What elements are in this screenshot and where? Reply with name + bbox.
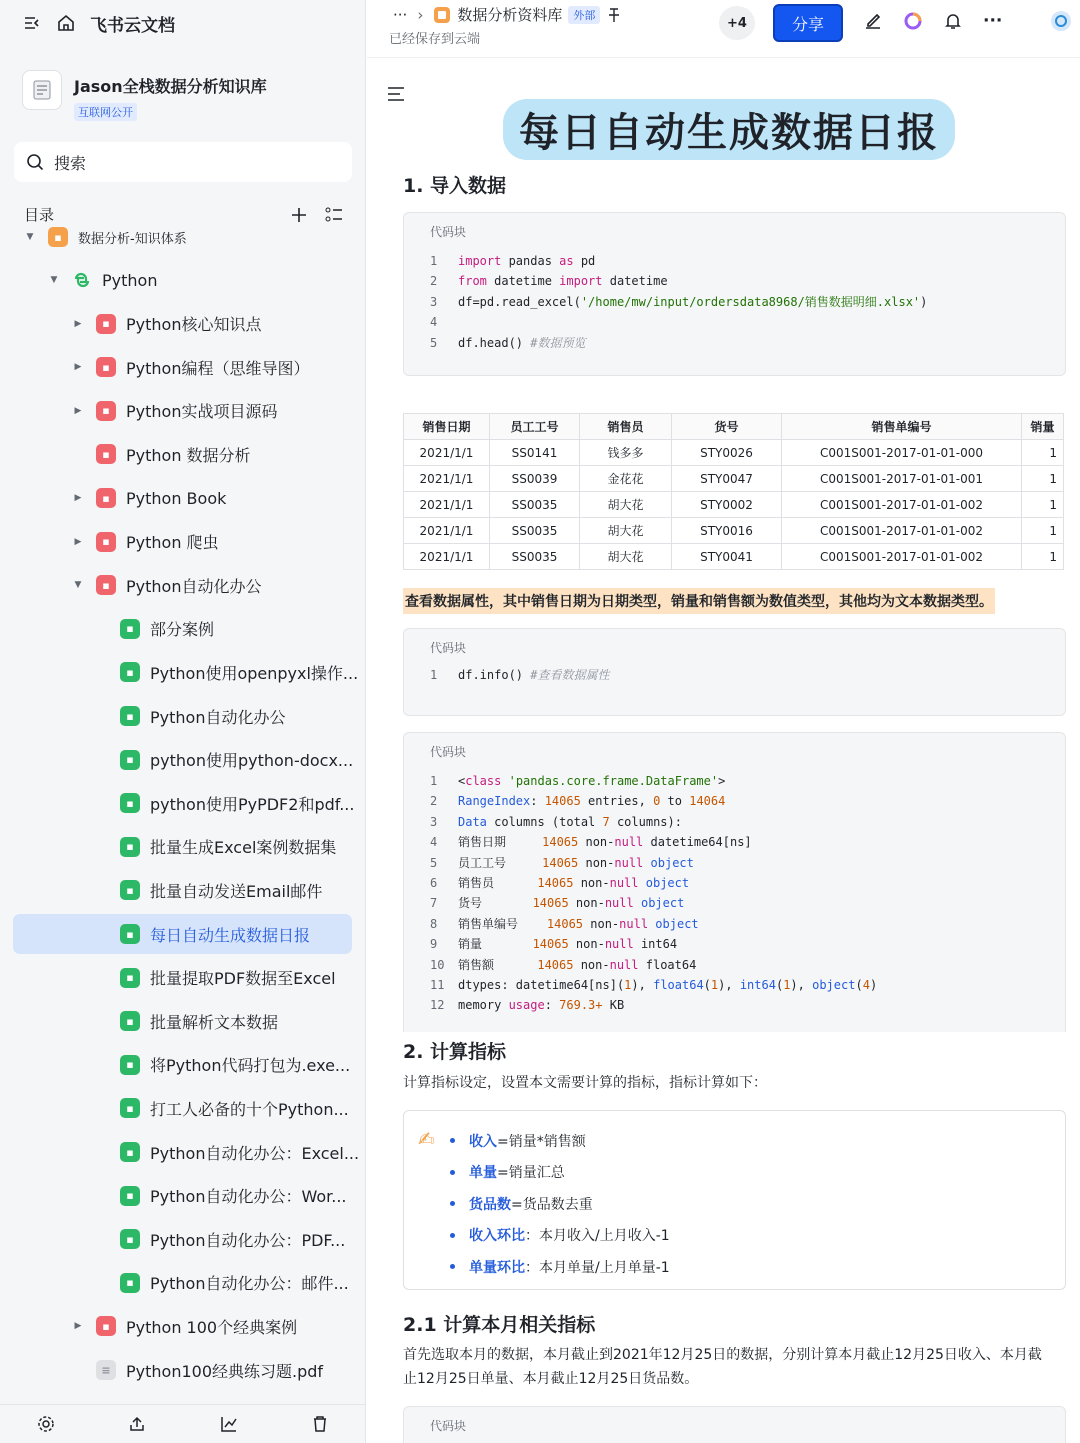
sidebar-tree-item[interactable] xyxy=(72,347,309,387)
sidebar-footer xyxy=(0,1404,366,1443)
code-lines xyxy=(430,771,877,1016)
toc-options-icon[interactable] xyxy=(324,206,344,224)
month-metrics-description-line2: 止12月25日单量、本月截止12月25日货品数。 xyxy=(403,1371,699,1387)
search-icon xyxy=(26,153,44,171)
knowledge-base-logo-icon xyxy=(22,70,62,110)
search-placeholder: 搜索 xyxy=(54,153,87,173)
line-number: 3 xyxy=(430,814,438,829)
sidebar-tree-item[interactable] xyxy=(96,1176,347,1216)
collapse-arrow-icon[interactable]: ▶ xyxy=(74,1321,82,1332)
sidebar-tree-label: Python Book xyxy=(126,488,227,508)
sidebar-tree-label: python使用python-docx... xyxy=(150,751,354,771)
metric-name: 收入环比 xyxy=(469,1228,525,1245)
sidebar-tree-label: Python编程（思维导图） xyxy=(126,358,310,378)
bullet-dot-icon xyxy=(450,1138,455,1143)
table-cell: 2021/1/1 xyxy=(404,518,490,544)
code-lines xyxy=(430,251,927,353)
doc-page-icon: ▪ xyxy=(120,924,140,944)
table-cell: STY0047 xyxy=(672,466,782,492)
metric-formula: =销量汇总 xyxy=(497,1165,565,1182)
line-number: 12 xyxy=(430,998,445,1013)
metric-formula: ：本月单量/上月单量-1 xyxy=(525,1259,670,1276)
sidebar-tree-label: Python自动化办公 xyxy=(150,707,286,727)
doc-page-icon: ▪ xyxy=(120,1186,140,1206)
sidebar-tree-label: Python自动化办公：PDF... xyxy=(150,1230,346,1250)
sidebar-tree-label: 打工人必备的十个Python... xyxy=(150,1099,349,1119)
heading-calc-metrics: 2. 计算指标 xyxy=(403,1041,507,1063)
table-cell: C001S001-2017-01-01-002 xyxy=(782,518,1022,544)
folder-doc-icon: ▪ xyxy=(96,532,116,552)
public-badge: 互联网公开 xyxy=(74,103,137,121)
table-cell: 钱多多 xyxy=(580,440,672,466)
code-line xyxy=(430,914,877,934)
code-line xyxy=(430,812,877,832)
sidebar-tree-label: Python实战项目源码 xyxy=(126,402,278,422)
line-number: 1 xyxy=(430,668,438,682)
list-item xyxy=(450,1220,670,1252)
code-line xyxy=(430,312,927,332)
sidebar-tree-label: Python xyxy=(102,270,158,290)
code-text: dtypes: datetime64[ns](1), float64(1), int64(1), object(4) xyxy=(458,978,878,993)
code-block-next xyxy=(403,1406,1066,1443)
code-text: 员工工号 14065 non-null object xyxy=(458,855,694,870)
sidebar-tree-label: 批量生成Excel案例数据集 xyxy=(150,838,337,858)
code-text: 销售员 14065 non-null object xyxy=(458,876,690,891)
sidebar-tree-item[interactable] xyxy=(96,740,353,780)
doc-page-icon: ▪ xyxy=(120,1142,140,1162)
table-cell: STY0002 xyxy=(672,492,782,518)
code-text: df.head() #数据预览 xyxy=(458,335,586,350)
sidebar-top-bar xyxy=(22,10,175,36)
folder-doc-icon: ▪ xyxy=(96,314,116,334)
line-number: 2 xyxy=(430,794,438,809)
sidebar-tree-item[interactable] xyxy=(96,1001,278,1041)
settings-icon[interactable] xyxy=(37,1415,55,1433)
collapse-sidebar-icon[interactable] xyxy=(22,13,42,33)
metric-name: 单量环比 xyxy=(469,1259,525,1276)
doc-page-icon: ▪ xyxy=(120,750,140,770)
bullet-dot-icon xyxy=(450,1201,455,1206)
table-header-cell: 销售员 xyxy=(580,414,672,440)
sidebar-tree-label: Python 爬虫 xyxy=(126,533,219,553)
ai-assistant-icon[interactable] xyxy=(903,11,923,31)
metric-name: 单量 xyxy=(469,1165,497,1182)
sidebar-tree-label: Python自动化办公：邮件... xyxy=(150,1274,349,1294)
metric-text xyxy=(469,1225,670,1245)
table-cell: C001S001-2017-01-01-000 xyxy=(782,440,1022,466)
sidebar-tree-item[interactable] xyxy=(96,609,214,649)
search-input[interactable] xyxy=(14,142,352,182)
table-cell: 2021/1/1 xyxy=(404,544,490,570)
code-text: 销量 14065 non-null int64 xyxy=(458,937,678,952)
code-text: <class 'pandas.core.frame.DataFrame'> xyxy=(458,774,726,788)
code-lines xyxy=(430,665,609,685)
line-number: 1 xyxy=(430,254,438,268)
metric-text xyxy=(469,1194,593,1214)
doc-page-icon: ▪ xyxy=(120,968,140,988)
table-header-cell: 销量 xyxy=(1022,414,1064,440)
breadcrumb-separator: › xyxy=(417,5,424,24)
sidebar-tree-item[interactable] xyxy=(96,1132,359,1172)
table-row xyxy=(404,518,1064,544)
home-icon[interactable] xyxy=(56,13,76,33)
table-cell: SS0141 xyxy=(490,440,580,466)
table-cell: SS0039 xyxy=(490,466,580,492)
sidebar-tree-item[interactable] xyxy=(72,1306,297,1346)
knowledge-base-title: Jason全栈数据分析知识库 xyxy=(74,77,267,96)
sidebar-tree-item[interactable] xyxy=(96,1088,349,1128)
python-folder-icon xyxy=(72,270,92,290)
sidebar-tree-label: 批量自动发送Email邮件 xyxy=(150,881,323,901)
code-line xyxy=(430,791,877,811)
breadcrumb-more[interactable]: ··· xyxy=(393,5,408,24)
code-block-output xyxy=(403,732,1066,1032)
collapse-arrow-icon[interactable]: ▶ xyxy=(74,318,82,329)
sidebar-tree-item[interactable] xyxy=(96,1045,350,1085)
sidebar xyxy=(0,0,366,1443)
avatar[interactable] xyxy=(1050,10,1072,32)
collapse-arrow-icon[interactable]: ▶ xyxy=(74,362,82,373)
code-line xyxy=(430,292,927,312)
code-line xyxy=(430,251,927,271)
sidebar-tree-label: 批量提取PDF数据至Excel xyxy=(150,969,336,989)
table-cell: STY0041 xyxy=(672,544,782,570)
code-line xyxy=(430,934,877,954)
table-cell: 胡大花 xyxy=(580,544,672,570)
line-number: 9 xyxy=(430,937,438,952)
library-icon xyxy=(433,6,451,24)
table-header-row xyxy=(404,414,1064,440)
trash-icon[interactable] xyxy=(311,1415,329,1433)
table-cell: C001S001-2017-01-01-002 xyxy=(782,544,1022,570)
heading-import-data: 1. 导入数据 xyxy=(403,175,507,197)
line-number: 11 xyxy=(430,978,445,993)
external-badge: 外部 xyxy=(568,6,600,24)
more-options-button[interactable]: ··· xyxy=(983,11,1003,31)
code-line xyxy=(430,853,877,873)
line-number: 2 xyxy=(430,274,438,289)
metric-formula: =货品数去重 xyxy=(511,1196,593,1213)
doc-page-icon: ▪ xyxy=(120,837,140,857)
folder-doc-icon: ▪ xyxy=(96,401,116,421)
code-block-label: 代码块 xyxy=(430,641,467,655)
sidebar-tree-item[interactable] xyxy=(72,478,226,518)
code-text: df.info() #查看数据属性 xyxy=(458,668,610,682)
expand-arrow-icon[interactable]: ▼ xyxy=(26,232,34,242)
highlighted-note: 查看数据属性，其中销售日期为日期类型，销量和销售额为数值类型，其他均为文本数据类型。 xyxy=(403,588,995,614)
doc-page-icon: ▪ xyxy=(120,1273,140,1293)
line-number: 6 xyxy=(430,876,438,891)
code-block-label: 代码块 xyxy=(430,225,467,239)
sidebar-tree-item[interactable] xyxy=(96,1263,349,1303)
table-cell: 1 xyxy=(1022,466,1064,492)
code-line xyxy=(430,955,877,975)
code-text: df=pd.read_excel('/home/mw/input/ordersdata8968/销售数据明细.xlsx') xyxy=(458,294,928,309)
code-text: Data columns (total 7 columns): xyxy=(458,814,682,829)
code-line xyxy=(430,832,877,852)
save-status: 已经保存到云端 xyxy=(389,32,481,47)
add-icon[interactable] xyxy=(290,206,308,224)
notification-bell-icon[interactable] xyxy=(943,11,963,31)
data-preview-table xyxy=(403,413,1064,570)
table-cell: 2021/1/1 xyxy=(404,466,490,492)
list-item xyxy=(450,1251,670,1283)
doc-page-icon: ▪ xyxy=(120,1011,140,1031)
document-title: 每日自动生成数据日报 xyxy=(503,99,955,160)
sidebar-tree-item[interactable] xyxy=(72,434,251,474)
sidebar-tree-label: Python自动化办公：Wor... xyxy=(150,1187,347,1207)
line-number: 5 xyxy=(430,335,438,350)
list-item xyxy=(450,1157,670,1189)
table-cell: SS0035 xyxy=(490,492,580,518)
analytics-icon[interactable] xyxy=(220,1415,238,1433)
sidebar-tree-label: 部分案例 xyxy=(150,620,215,640)
code-line xyxy=(430,333,927,353)
code-line xyxy=(430,271,927,291)
metrics-description: 计算指标设定，设置本文需要计算的指标，指标计算如下： xyxy=(403,1075,767,1091)
sidebar-tree-label: 将Python代码打包为.exe... xyxy=(150,1056,351,1076)
folder-doc-icon: ▪ xyxy=(48,227,68,247)
table-cell: 2021/1/1 xyxy=(404,492,490,518)
breadcrumb xyxy=(393,4,622,25)
sidebar-tree-item[interactable] xyxy=(13,914,352,954)
metric-name: 货品数 xyxy=(469,1196,511,1213)
table-cell: 1 xyxy=(1022,440,1064,466)
table-row xyxy=(404,440,1064,466)
share-button[interactable]: 分享 xyxy=(773,4,843,42)
code-text: from datetime import datetime xyxy=(458,274,668,289)
sidebar-tree-item[interactable] xyxy=(72,304,261,344)
outline-menu-icon[interactable] xyxy=(387,86,405,102)
toc-label: 目录 xyxy=(24,206,55,224)
code-line xyxy=(430,893,877,913)
collaborators-count[interactable]: +4 xyxy=(719,6,755,40)
line-number: 3 xyxy=(430,294,438,309)
sidebar-tree-item[interactable] xyxy=(96,652,358,692)
sidebar-tree-label: Python核心知识点 xyxy=(126,315,262,335)
code-block-label: 代码块 xyxy=(430,745,467,759)
document-content xyxy=(367,59,1080,1443)
doc-page-icon: ▪ xyxy=(120,1055,140,1075)
metric-text xyxy=(469,1257,670,1277)
metric-formula: =销量*销售额 xyxy=(497,1133,586,1150)
heading-month-metrics: 2.1 计算本月相关指标 xyxy=(403,1314,596,1336)
line-number: 5 xyxy=(430,855,438,870)
line-number: 4 xyxy=(430,315,438,330)
code-block-info xyxy=(403,628,1066,716)
code-line xyxy=(430,975,877,995)
list-item xyxy=(450,1125,670,1157)
sidebar-tree-item[interactable] xyxy=(72,565,261,605)
line-number: 10 xyxy=(430,957,445,972)
table-cell: 1 xyxy=(1022,492,1064,518)
sidebar-tree-item[interactable] xyxy=(96,696,285,736)
metric-text xyxy=(469,1131,586,1151)
sidebar-tree-item[interactable] xyxy=(96,827,336,867)
sidebar-tree-label: 数据分析-知识体系 xyxy=(78,231,187,247)
doc-page-icon: ▪ xyxy=(120,793,140,813)
sidebar-tree-item[interactable] xyxy=(96,870,322,910)
table-row xyxy=(404,544,1064,570)
breadcrumb-library[interactable]: 数据分析资料库 xyxy=(457,6,563,24)
folder-doc-icon: ▪ xyxy=(96,357,116,377)
app-title[interactable]: 飞书云文档 xyxy=(90,15,175,36)
code-text: 销售日期 14065 non-null datetime64[ns] xyxy=(458,835,752,850)
pdf-file-icon: ≡ xyxy=(96,1360,116,1380)
sidebar-tree-label: Python100经典练习题.pdf xyxy=(126,1361,324,1381)
table-row xyxy=(404,492,1064,518)
collapse-arrow-icon[interactable]: ▶ xyxy=(74,536,82,547)
bullet-dot-icon xyxy=(450,1264,455,1269)
sidebar-tree-item[interactable] xyxy=(96,783,354,823)
collapse-arrow-icon[interactable]: ▶ xyxy=(74,493,82,503)
line-number: 1 xyxy=(430,774,438,788)
table-cell: SS0035 xyxy=(490,518,580,544)
folder-doc-icon: ▪ xyxy=(96,575,116,595)
metric-formula: ：本月收入/上月收入-1 xyxy=(525,1228,670,1245)
writing-hand-icon: ✍ xyxy=(418,1127,435,1151)
sidebar-tree-item[interactable] xyxy=(24,217,187,257)
code-block-import xyxy=(403,212,1066,376)
code-text: 销售单编号 14065 non-null object xyxy=(458,916,699,931)
doc-page-icon: ▪ xyxy=(120,880,140,900)
sidebar-tree-label: python使用PyPDF2和pdf... xyxy=(150,794,355,814)
sidebar-tree-label: Python自动化办公：Excel... xyxy=(150,1143,360,1163)
top-bar xyxy=(367,0,1080,58)
code-text: 销售额 14065 non-null float64 xyxy=(458,957,697,972)
code-text: import pandas as pd xyxy=(458,254,596,268)
table-cell: 2021/1/1 xyxy=(404,440,490,466)
expand-arrow-icon[interactable]: ▼ xyxy=(74,580,82,591)
doc-page-icon: ▪ xyxy=(120,662,140,682)
bullet-dot-icon xyxy=(450,1170,455,1175)
table-cell: SS0035 xyxy=(490,544,580,570)
collapse-arrow-icon[interactable]: ▶ xyxy=(74,405,82,416)
code-line xyxy=(430,873,877,893)
code-line xyxy=(430,771,877,791)
table-cell: C001S001-2017-01-01-002 xyxy=(782,492,1022,518)
folder-doc-icon: ▪ xyxy=(96,488,116,508)
table-cell: 1 xyxy=(1022,518,1064,544)
code-block-label: 代码块 xyxy=(430,1419,467,1433)
table-header-cell: 货号 xyxy=(672,414,782,440)
pin-icon[interactable] xyxy=(606,7,622,23)
table-header-cell: 销售日期 xyxy=(404,414,490,440)
folder-doc-icon: ▪ xyxy=(96,1316,116,1336)
table-header-cell: 销售单编号 xyxy=(782,414,1022,440)
toolbar-icons xyxy=(863,10,1072,32)
month-metrics-description-line1: 首先选取本月的数据，本月截止到2021年12月25日的数据，分别计算本月截止12月25日收入、本月截 xyxy=(403,1347,1042,1363)
metric-text xyxy=(469,1162,565,1182)
table-cell: 1 xyxy=(1022,544,1064,570)
metrics-list xyxy=(450,1125,670,1283)
sidebar-tree-label: 批量解析文本数据 xyxy=(150,1012,279,1032)
doc-page-icon: ▪ xyxy=(120,619,140,639)
folder-doc-icon: ▪ xyxy=(96,444,116,464)
table-cell: 胡大花 xyxy=(580,492,672,518)
code-line xyxy=(430,665,609,685)
table-cell: STY0016 xyxy=(672,518,782,544)
metric-name: 收入 xyxy=(469,1133,497,1150)
sidebar-tree-item[interactable] xyxy=(96,1219,345,1259)
sidebar-tree-label: Python自动化办公 xyxy=(126,576,262,596)
doc-page-icon: ▪ xyxy=(120,1229,140,1249)
code-text: RangeIndex: 14065 entries, 0 to 14064 xyxy=(458,794,726,809)
table-header-cell: 员工工号 xyxy=(490,414,580,440)
code-line xyxy=(430,995,877,1015)
sidebar-tree-item[interactable] xyxy=(72,391,277,431)
table-cell: STY0026 xyxy=(672,440,782,466)
sidebar-tree-label: Python 100个经典案例 xyxy=(126,1317,298,1337)
sidebar-tree-label: Python使用openpyxl操作... xyxy=(150,663,359,683)
doc-page-icon: ▪ xyxy=(120,706,140,726)
sidebar-tree-item[interactable] xyxy=(72,1350,323,1390)
line-number: 7 xyxy=(430,896,438,911)
sidebar-tree-item[interactable] xyxy=(72,522,219,562)
sidebar-tree-item[interactable] xyxy=(96,958,336,998)
sidebar-tree-item[interactable] xyxy=(48,260,157,300)
table-cell: 胡大花 xyxy=(580,518,672,544)
list-item xyxy=(450,1188,670,1220)
line-number: 4 xyxy=(430,835,438,850)
sidebar-tree-label: 每日自动生成数据日报 xyxy=(150,925,311,945)
sidebar-tree-label: Python 数据分析 xyxy=(126,445,251,465)
table-cell: C001S001-2017-01-01-001 xyxy=(782,466,1022,492)
bullet-dot-icon xyxy=(450,1233,455,1238)
metrics-callout xyxy=(403,1110,1066,1290)
expand-arrow-icon[interactable]: ▼ xyxy=(50,275,58,285)
table-cell: 金花花 xyxy=(580,466,672,492)
edit-icon[interactable] xyxy=(863,11,883,31)
table-row xyxy=(404,466,1064,492)
doc-page-icon: ▪ xyxy=(120,1098,140,1118)
line-number: 8 xyxy=(430,916,438,931)
share-out-icon[interactable] xyxy=(128,1415,146,1433)
code-text: 货号 14065 non-null object xyxy=(458,896,685,911)
code-text: memory usage: 769.3+ KB xyxy=(458,998,625,1013)
knowledge-base-card[interactable] xyxy=(22,70,267,121)
